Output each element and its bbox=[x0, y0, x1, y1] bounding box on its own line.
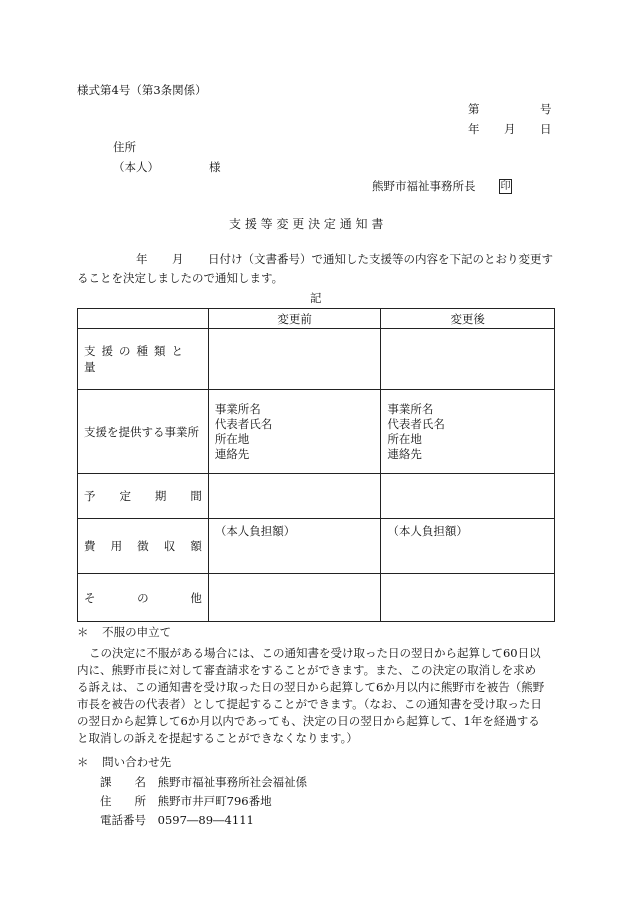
contact-phone-row bbox=[100, 815, 254, 827]
contact-section-label: 課 名 bbox=[100, 775, 146, 789]
date-year: 年 bbox=[468, 122, 480, 136]
objection-heading-text: 不服の申立て bbox=[102, 625, 172, 639]
label-char: の bbox=[137, 590, 149, 605]
label-char: 期 bbox=[154, 489, 167, 503]
contact-heading-text: 問い合わせ先 bbox=[102, 755, 172, 769]
row-period bbox=[78, 474, 555, 519]
contact-phone-label: 電話番号 bbox=[100, 813, 146, 827]
provider-after-address: 所在地 bbox=[387, 432, 422, 446]
issuer: 熊野市福祉事務所長 bbox=[372, 179, 476, 193]
contact-heading-mark: ＊ bbox=[77, 755, 89, 769]
objection-heading bbox=[77, 627, 171, 639]
form-id: 様式第4号（第3条関係） bbox=[77, 83, 207, 97]
provider-before-contact: 連絡先 bbox=[214, 447, 250, 461]
document-title: 支 援 等 変 更 決 定 通 知 書 bbox=[229, 217, 384, 231]
header-empty-cell bbox=[78, 309, 209, 329]
label-char: 他 bbox=[190, 590, 202, 605]
label-cost-text bbox=[78, 538, 208, 554]
label-char: 費 bbox=[84, 539, 96, 553]
provider-after-contact: 連絡先 bbox=[387, 447, 422, 461]
provider-before bbox=[208, 390, 381, 474]
contact-section-value: 熊野市福祉事務所社会福祉係 bbox=[157, 775, 308, 789]
support-type-after bbox=[381, 329, 555, 390]
provider-after bbox=[381, 390, 555, 474]
contact-address-value: 熊野市井戸町796番地 bbox=[157, 794, 272, 808]
number-prefix: 第 bbox=[468, 102, 480, 116]
row-cost bbox=[78, 519, 555, 574]
row-support-type bbox=[78, 329, 555, 390]
objection-line: 市長を被告の代表者）として提起することができます。（なお、この通知書を受け取った日 bbox=[77, 697, 542, 711]
provider-after-name: 事業所名 bbox=[387, 402, 434, 416]
table-header-row bbox=[78, 309, 555, 329]
cost-after-note: （本人負担額） bbox=[387, 524, 468, 538]
other-before bbox=[208, 574, 381, 622]
seal-mark bbox=[499, 179, 512, 194]
intro-line1: 日付け（文書番号）で通知した支援等の内容を下記のとおり変更す bbox=[208, 252, 553, 266]
label-provider bbox=[78, 390, 209, 474]
number-suffix: 号 bbox=[540, 102, 552, 116]
header-before: 変更前 bbox=[208, 309, 381, 329]
period-after bbox=[381, 474, 555, 519]
contact-address-label: 住 所 bbox=[100, 794, 146, 808]
label-period-text bbox=[78, 488, 208, 504]
person-label: （本人） bbox=[113, 160, 159, 174]
row-other bbox=[78, 574, 555, 622]
period-before bbox=[208, 474, 381, 519]
honorific: 様 bbox=[209, 160, 221, 174]
objection-line: る訴えは、この通知書を受け取った日の翌日から起算して6か月以内に熊野市を被告（熊野 bbox=[77, 680, 545, 694]
objection-line: この決定に不服がある場合には、この通知書を受け取った日の翌日から起算して60日以 bbox=[89, 646, 541, 660]
other-after bbox=[381, 574, 555, 622]
change-table bbox=[77, 308, 555, 622]
contact-section-row bbox=[100, 777, 307, 789]
provider-before-name: 事業所名 bbox=[214, 402, 261, 416]
objection-heading-mark: ＊ bbox=[77, 625, 89, 639]
label-char: 収 bbox=[163, 539, 176, 553]
label-period bbox=[78, 474, 209, 519]
provider-before-rep: 代表者氏名 bbox=[214, 417, 273, 431]
contact-phone-value: 0597―89―4111 bbox=[157, 813, 254, 827]
label-provider-text: 支援を提供する事業所 bbox=[84, 424, 199, 439]
label-char: 額 bbox=[190, 539, 202, 553]
date-day: 日 bbox=[540, 122, 552, 136]
cost-before bbox=[208, 519, 381, 574]
intro-year: 年 bbox=[136, 252, 148, 266]
seal-icon: 印 bbox=[500, 181, 511, 192]
cost-before-note: （本人負担額） bbox=[214, 524, 296, 538]
intro-month: 月 bbox=[172, 252, 184, 266]
contact-heading bbox=[77, 757, 171, 769]
address-label: 住所 bbox=[113, 140, 136, 154]
contact-address-row bbox=[100, 796, 272, 808]
label-support-type-text: 支援の種類と量 bbox=[84, 344, 189, 374]
row-provider bbox=[78, 390, 555, 474]
label-char: 間 bbox=[190, 489, 202, 503]
label-other-text bbox=[78, 590, 208, 606]
intro-line2: ることを決定しましたので通知します。 bbox=[77, 271, 284, 285]
objection-line: と取消しの訴えを提起することができなくなります。） bbox=[77, 731, 358, 745]
provider-before-address: 所在地 bbox=[214, 432, 250, 446]
label-other bbox=[78, 574, 209, 622]
cost-after bbox=[381, 519, 555, 574]
label-char: 定 bbox=[119, 489, 131, 503]
ki-mark: 記 bbox=[310, 291, 322, 305]
objection-body bbox=[77, 645, 557, 747]
header-after: 変更後 bbox=[381, 309, 555, 329]
label-char: 用 bbox=[110, 539, 123, 553]
label-support-type bbox=[78, 329, 209, 390]
label-char: 予 bbox=[84, 489, 96, 503]
objection-line: の翌日から起算して6か月以内であっても、決定の日の翌日から起算して、1年を経過する bbox=[77, 714, 540, 728]
provider-after-rep: 代表者氏名 bbox=[387, 417, 445, 431]
objection-line: 内に、熊野市長に対して審査請求をすることができます。また、この決定の取消しを求め bbox=[77, 663, 537, 677]
label-cost bbox=[78, 519, 209, 574]
date-month: 月 bbox=[504, 122, 516, 136]
label-char: 徴 bbox=[137, 539, 149, 553]
label-char: そ bbox=[84, 590, 96, 605]
support-type-before bbox=[208, 329, 381, 390]
